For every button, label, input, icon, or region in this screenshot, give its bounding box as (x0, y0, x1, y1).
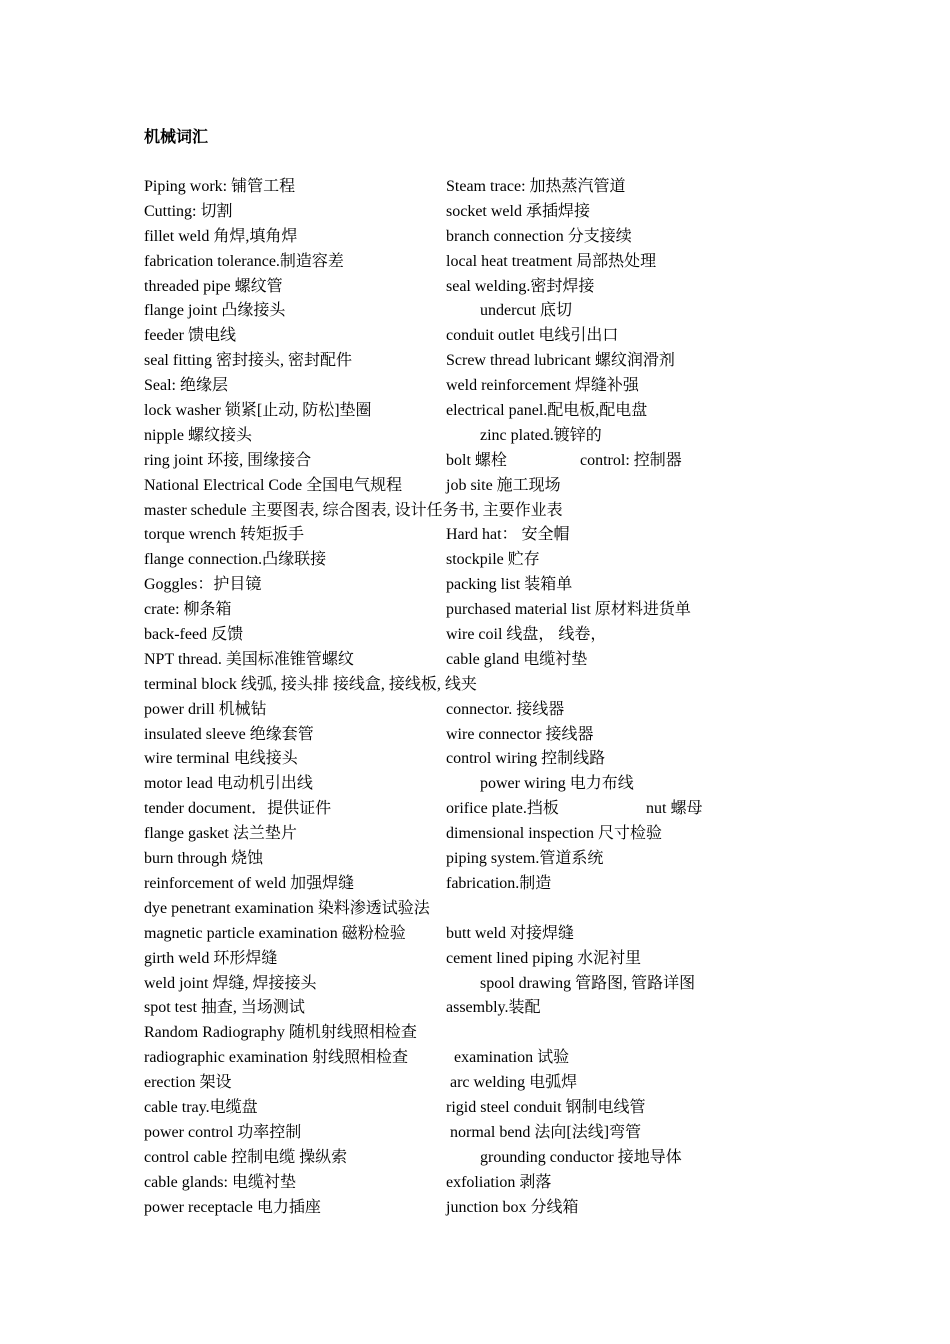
vocab-term-right: normal bend 法向[法线]弯管 (450, 1123, 642, 1141)
vocab-term-left: girth weld 环形焊缝 (144, 949, 278, 967)
vocab-line (144, 425, 864, 450)
vocab-line (144, 848, 864, 873)
vocab-term-right: packing list 装箱单 (446, 576, 573, 594)
vocab-term-left: control cable 控制电缆 操纵索 (144, 1148, 348, 1166)
vocab-term-left: motor lead 电动机引出线 (144, 775, 313, 793)
vocab-term-left: flange connection.凸缘联接 (144, 551, 327, 569)
vocab-line (144, 724, 864, 749)
vocab-term-left: terminal block 线弧, 接头排 接线盒, 接线板, 线夹 (144, 675, 477, 693)
vocab-term-right: Screw thread lubricant 螺纹润滑剂 (446, 352, 675, 370)
vocab-term-right: branch connection 分支接续 (446, 227, 632, 245)
vocab-term-left: torque wrench 转矩扳手 (144, 526, 304, 544)
vocab-term-left: reinforcement of weld 加强焊缝 (144, 874, 355, 892)
vocab-term-left: National Electrical Code 全国电气规程 (144, 476, 403, 494)
vocab-term-left: cable glands: 电缆衬垫 (144, 1173, 296, 1191)
vocab-term-left: back-feed 反馈 (144, 626, 244, 644)
vocab-term-right: examination 试验 (454, 1049, 570, 1067)
vocab-term-right: arc welding 电弧焊 (450, 1074, 578, 1092)
vocab-term-left: burn through 烧蚀 (144, 850, 264, 868)
vocab-line (144, 400, 864, 425)
vocab-term-left: threaded pipe 螺纹管 (144, 277, 283, 295)
vocab-line (144, 500, 864, 525)
vocab-line (144, 300, 864, 325)
vocab-term-left: fabrication tolerance.制造容差 (144, 252, 344, 270)
vocab-term-left: Cutting: 切割 (144, 202, 233, 220)
vocab-term-right: rigid steel conduit 钢制电线管 (446, 1098, 646, 1116)
vocab-term-right: butt weld 对接焊缝 (446, 924, 574, 942)
vocab-term-left: Random Radiography 随机射线照相检查 (144, 1024, 417, 1042)
vocab-line (144, 176, 864, 201)
vocab-line (144, 923, 864, 948)
vocab-term-right: exfoliation 剥落 (446, 1173, 552, 1191)
vocab-term-right: wire coil 线盘， 线卷， (446, 626, 607, 644)
vocab-line (144, 823, 864, 848)
vocab-term-left: dye penetrant examination 染料渗透试验法 (144, 899, 430, 917)
vocab-line (144, 549, 864, 574)
vocab-term-right: orifice plate.挡板 (446, 800, 559, 818)
vocab-line (144, 1097, 864, 1122)
vocab-line (144, 624, 864, 649)
vocab-line (144, 226, 864, 251)
vocab-term-right: dimensional inspection 尺寸检验 (446, 825, 662, 843)
vocab-term-right: cement lined piping 水泥衬里 (446, 949, 642, 967)
vocab-term-right: piping system.管道系统 (446, 850, 604, 868)
vocab-term-left: lock washer 锁紧[止动, 防松]垫圈 (144, 402, 372, 420)
vocab-term-left: feeder 馈电线 (144, 327, 236, 345)
vocab-line (144, 201, 864, 226)
vocab-term-left: ring joint 环接, 围缘接合 (144, 451, 312, 469)
vocab-term-extra: nut 螺母 (646, 800, 703, 818)
vocab-term-left: tender document．提供证件 (144, 800, 332, 818)
vocab-term-left: Seal: 绝缘层 (144, 377, 228, 395)
vocab-line (144, 1072, 864, 1097)
vocab-line (144, 1197, 864, 1222)
vocab-term-left: flange joint 凸缘接头 (144, 302, 286, 320)
vocab-term-left: Piping work: 铺管工程 (144, 178, 296, 195)
vocab-line (144, 325, 864, 350)
vocab-line (144, 898, 864, 923)
vocab-line (144, 674, 864, 699)
vocab-term-right: connector. 接线器 (446, 700, 565, 718)
vocab-term-right: conduit outlet 电线引出口 (446, 327, 619, 345)
vocab-term-left: weld joint 焊缝, 焊接接头 (144, 974, 317, 992)
vocab-line (144, 948, 864, 973)
vocab-line (144, 276, 864, 301)
vocab-term-left: master schedule 主要图表, 综合图表, 设计任务书, 主要作业表 (144, 501, 563, 519)
vocab-term-left: nipple 螺纹接头 (144, 426, 252, 444)
vocab-term-extra: control: 控制器 (580, 451, 682, 469)
vocab-term-right: Steam trace: 加热蒸汽管道 (446, 178, 626, 195)
vocab-term-right: job site 施工现场 (446, 476, 561, 494)
vocab-term-right: fabrication.制造 (446, 874, 552, 892)
vocab-term-right: power wiring 电力布线 (480, 775, 634, 793)
vocab-term-right: local heat treatment 局部热处理 (446, 252, 657, 270)
vocab-line (144, 1122, 864, 1147)
vocab-line (144, 251, 864, 276)
vocab-line (144, 997, 864, 1022)
vocab-term-right: cable gland 电缆衬垫 (446, 650, 588, 668)
vocab-term-left: insulated sleeve 绝缘套管 (144, 725, 314, 743)
vocab-term-right: wire connector 接线器 (446, 725, 594, 743)
vocab-line (144, 699, 864, 724)
vocab-line (144, 375, 864, 400)
vocab-term-left: seal fitting 密封接头, 密封配件 (144, 352, 352, 370)
vocab-term-right: Hard hat： 安全帽 (446, 526, 570, 544)
vocab-term-left: erection 架设 (144, 1074, 232, 1092)
vocab-line (144, 973, 864, 998)
vocabulary-list (144, 176, 864, 1221)
vocab-line (144, 649, 864, 674)
vocab-term-right: seal welding.密封焊接 (446, 277, 595, 295)
vocab-term-left: fillet weld 角焊,填角焊 (144, 227, 298, 245)
vocab-line (144, 524, 864, 549)
vocab-term-left: crate: 柳条箱 (144, 601, 232, 619)
vocab-line (144, 1047, 864, 1072)
vocab-term-left: flange gasket 法兰垫片 (144, 825, 297, 843)
vocab-term-left: magnetic particle examination 磁粉检验 (144, 924, 406, 942)
vocab-term-right: purchased material list 原材料进货单 (446, 601, 691, 619)
vocab-term-left: power receptacle 电力插座 (144, 1198, 321, 1216)
vocab-term-right: zinc plated.镀锌的 (480, 426, 602, 444)
vocab-line (144, 475, 864, 500)
vocab-line (144, 599, 864, 624)
vocab-line (144, 350, 864, 375)
vocab-term-left: power control 功率控制 (144, 1123, 302, 1141)
vocab-term-right: electrical panel.配电板,配电盘 (446, 402, 648, 420)
vocab-line (144, 450, 864, 475)
vocab-term-right: junction box 分线箱 (446, 1198, 579, 1216)
vocab-term-right: control wiring 控制线路 (446, 750, 606, 768)
vocab-term-right: grounding conductor 接地导体 (480, 1148, 682, 1166)
vocab-term-right: weld reinforcement 焊缝补强 (446, 377, 639, 395)
vocab-line (144, 748, 864, 773)
vocab-line (144, 1022, 864, 1047)
vocab-line (144, 773, 864, 798)
vocab-term-right: spool drawing 管路图, 管路详图 (480, 974, 696, 992)
vocab-line (144, 1172, 864, 1197)
vocab-term-left: spot test 抽查, 当场测试 (144, 999, 305, 1017)
vocab-term-left: wire terminal 电线接头 (144, 750, 298, 768)
vocab-term-right: bolt 螺栓 (446, 451, 507, 469)
vocab-term-left: power drill 机械钻 (144, 700, 267, 718)
vocab-line (144, 574, 864, 599)
vocab-term-right: socket weld 承插焊接 (446, 202, 590, 220)
vocab-term-right: assembly.装配 (446, 999, 541, 1017)
vocab-term-left: Goggles：护目镜 (144, 576, 262, 594)
vocab-term-left: NPT thread. 美国标准锥管螺纹 (144, 650, 354, 668)
vocab-line (144, 1147, 864, 1172)
vocab-term-right: undercut 底切 (480, 302, 572, 320)
vocab-line (144, 798, 864, 823)
page-title: 机械词汇 (144, 129, 209, 146)
vocab-term-right: stockpile 贮存 (446, 551, 540, 569)
vocab-term-left: radiographic examination 射线照相检查 (144, 1049, 408, 1067)
vocab-term-left: cable tray.电缆盘 (144, 1098, 258, 1116)
vocab-line (144, 873, 864, 898)
